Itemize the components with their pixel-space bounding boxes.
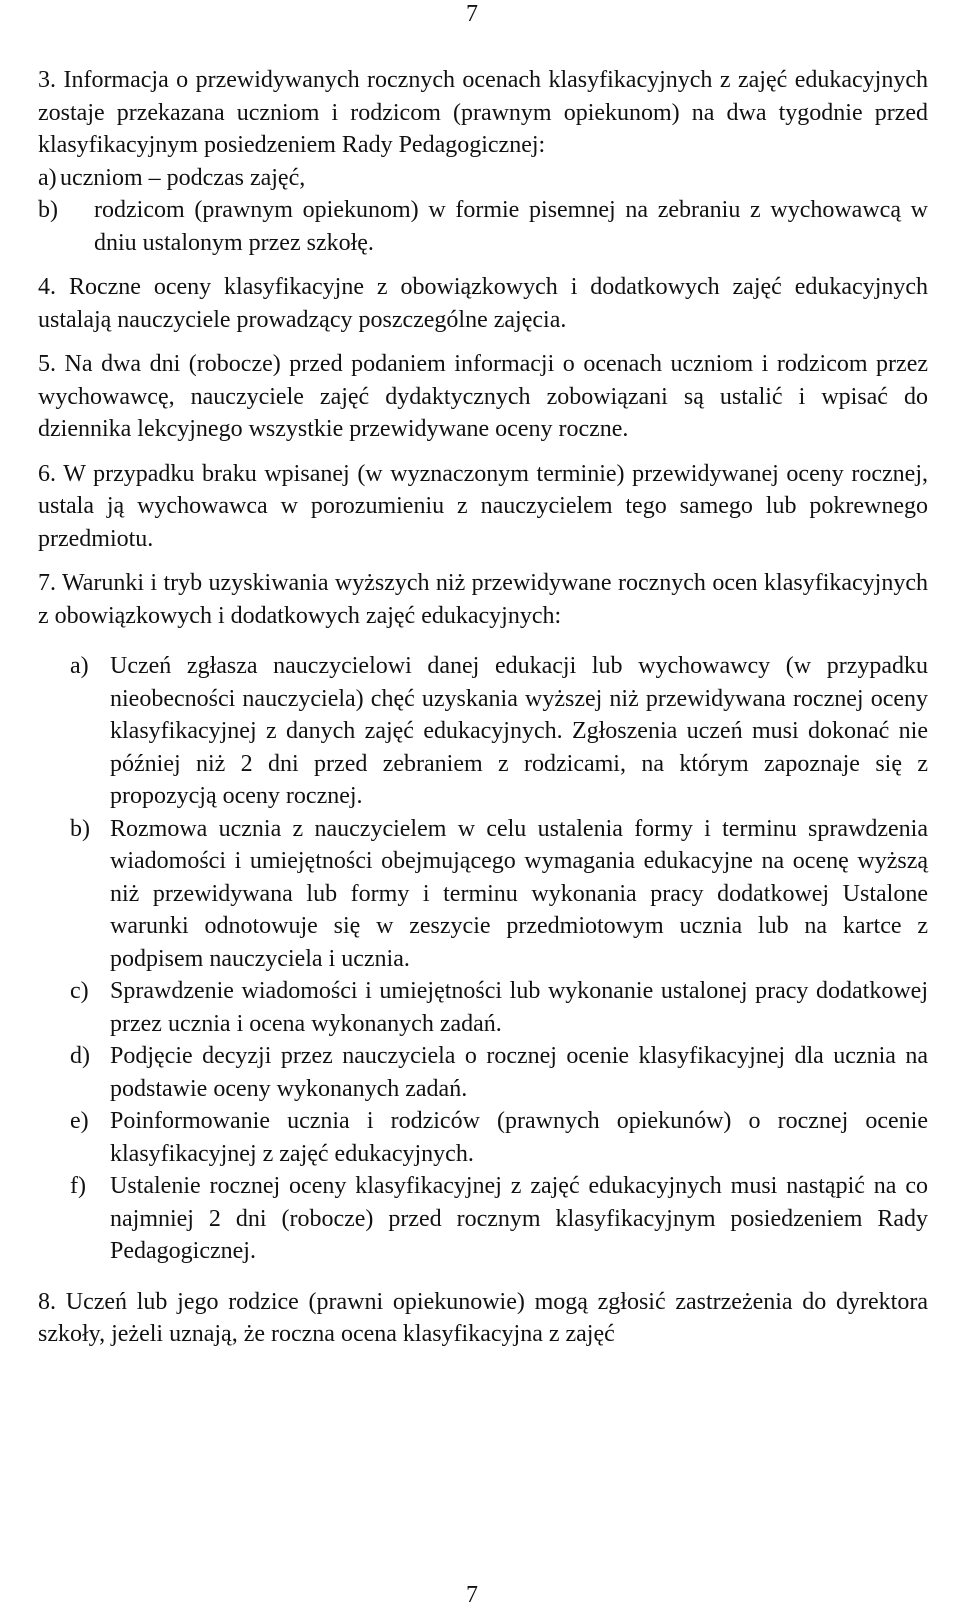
paragraph-number: 5. (38, 351, 56, 377)
page-number-bottom: 7 (466, 1582, 478, 1608)
paragraph-number: 6. (38, 460, 56, 487)
page-number-top: 7 (466, 1, 478, 27)
list-item-7f (38, 1170, 928, 1268)
list-text: Uczeń zgłasza nauczycielowi danej edukacji lub wychowawcy (w przypadku nieobecności nauczyciela) chęć uzyskania wyższej niż przewidywana rocznej oceny klasyfikacyjnej z danych zajęć edukacyjnych. Zgłoszenia uczeń musi dokonać nie później niż 2 dni przed zebraniem z rodzicami, na którym zapoznaje się z propozycją oceny rocznej. (110, 653, 928, 809)
paragraph-text: Roczne oceny klasyfikacyjne z obowiązkowych i dodatkowych zajęć edukacyjnych ustalają nauczyciele prowadzący poszczególne zajęcia. (38, 274, 929, 333)
paragraph-3 (38, 64, 928, 162)
list-item-3b (38, 194, 928, 259)
list-text: Sprawdzenie wiadomości i umiejętności lub wykonanie ustalonej pracy dodatkowej przez ucznia i ocena wykonanych zadań. (110, 978, 928, 1037)
list-letter: e) (70, 1108, 89, 1134)
list-item-7b (38, 813, 928, 976)
list-letter: c) (70, 978, 89, 1004)
list-text: Ustalenie rocznej oceny klasyfikacyjnej z zajęć edukacyjnych musi nastąpić na co najmniej 2 dni (robocze) przed rocznym klasyfikacyjnym posiedzeniem Rady Pedagogicznej. (110, 1173, 928, 1264)
paragraph-7 (38, 567, 928, 632)
paragraph-text: W przypadku braku wpisanej (w wyznaczonym terminie) przewidywanej oceny rocznej, ustala ją wychowawca w porozumieniu z nauczycielem tego samego lub pokrewnego przedmiotu. (38, 460, 929, 552)
list-letter: f) (70, 1173, 86, 1199)
paragraph-number: 3. (38, 67, 56, 93)
document-body (38, 64, 928, 1351)
list-text: uczniom – podczas zajęć, (60, 164, 306, 191)
paragraph-number: 8. (38, 1288, 56, 1315)
list-text: Rozmowa ucznia z nauczycielem w celu ustalenia formy i terminu sprawdzenia wiadomości i umiejętności obejmującego wymagania edukacyjne na ocenę wyższą niż przewidywana lub formy i terminu wykonania pracy dodatkowej Ustalone warunki odnotowuje się w zeszycie przedmiotowym ucznia lub na kartce z podpisem nauczyciela i ucznia. (110, 815, 928, 972)
list-item-3a (38, 162, 928, 195)
list-item-7a (38, 650, 928, 813)
paragraph-text: Warunki i tryb uzyskiwania wyższych niż przewidywane rocznych ocen klasyfikacyjnych z obowiązkowych i dodatkowych zajęć edukacyjnych: (38, 570, 928, 629)
list-letter: d) (70, 1043, 90, 1069)
list-item-7c (38, 975, 928, 1040)
list-letter: a) (38, 164, 57, 191)
list-text: rodzicom (prawnym opiekunom) w formie pisemnej na zebraniu z wychowawcą w dniu ustalonym przez szkołę. (94, 197, 928, 256)
paragraph-text: Uczeń lub jego rodzice (prawni opiekunowie) mogą zgłosić zastrzeżenia do dyrektora szkoły, jeżeli uznają, że roczna ocena klasyfikacyjna z zajęć (38, 1288, 928, 1347)
list-item-7e (38, 1105, 928, 1170)
list-text: Podjęcie decyzji przez nauczyciela o rocznej ocenie klasyfikacyjnej dla ucznia na podstawie oceny wykonanych zadań. (110, 1043, 928, 1102)
paragraph-8 (38, 1286, 928, 1351)
paragraph-number: 7. (38, 570, 56, 596)
list-item-7d (38, 1040, 928, 1105)
paragraph-text: Informacja o przewidywanych rocznych ocenach klasyfikacyjnych z zajęć edukacyjnych zostaje przekazana uczniom i rodzicom (prawnym opiekunom) na dwa tygodnie przed klasyfikacyjnym posiedzeniem Rady Pedagogicznej: (38, 67, 928, 158)
paragraph-5 (38, 348, 928, 446)
list-letter: b) (70, 815, 90, 842)
paragraph-6 (38, 458, 928, 556)
paragraph-text: Na dwa dni (robocze) przed podaniem informacji o ocenach uczniom i rodzicom przez wychowawcę, nauczyciele zajęć dydaktycznych zobowiązani są ustalić i wpisać do dziennika lekcyjnego wszystkie przewidywane oceny roczne. (38, 351, 929, 442)
list-text: Poinformowanie ucznia i rodziców (prawnych opiekunów) o rocznej ocenie klasyfikacyjnej z zajęć edukacyjnych. (110, 1108, 928, 1167)
list-letter: b) (38, 197, 58, 223)
list-letter: a) (70, 653, 89, 679)
paragraph-number: 4. (38, 274, 56, 300)
paragraph-4 (38, 271, 928, 336)
